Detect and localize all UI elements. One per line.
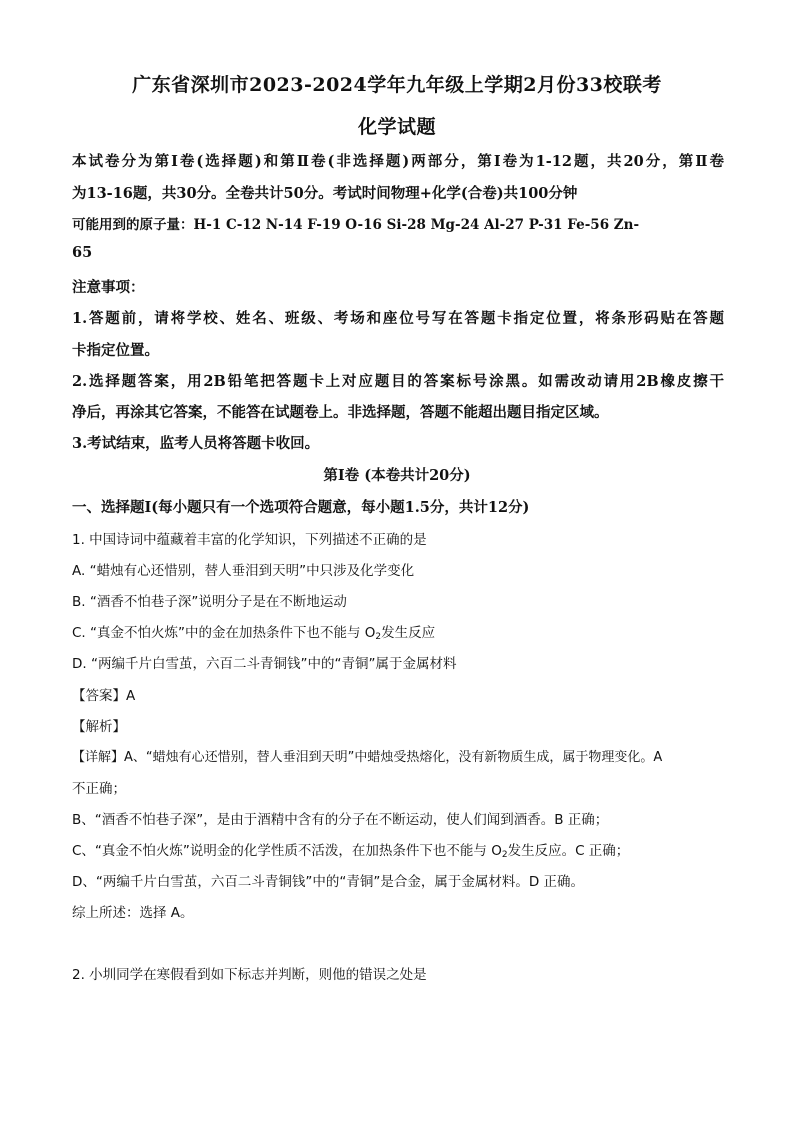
detail-c-text-end: 发生反应。C 正确； [507,843,630,859]
detail-d: D、“两编千片白雪茧，六百二斗青铜钱”中的“青铜”是合金，属于金属材料。D 正确。 [72,874,585,890]
notes-heading: 注意事项： [72,279,145,296]
question-1-stem: 1. 中国诗词中蕴藏着丰富的化学知识，下列描述不正确的是 [72,532,427,548]
detail-line-2: 不正确； [72,781,126,797]
detail-line-1: 【详解】A、“蜡烛有心还惜别，替人垂泪到天明”中蜡烛受热熔化，没有新物质生成，属于物理变化。A [72,750,663,765]
option-c-text: C. “真金不怕火炼”中的金在加热条件下也不能与 O [72,625,376,641]
summary: 综上所述：选择 A。 [72,905,194,921]
question-2-stem: 2. 小圳同学在寒假看到如下标志并判断，则他的错误之处是 [72,967,427,983]
detail-c-text: C、“真金不怕火炼”说明金的化学性质不活泼，在加热条件下也不能与 O [72,843,502,859]
question-1-option-a: A. “蜡烛有心还惜别，替人垂泪到天明”中只涉及化学变化 [72,563,415,579]
note-2-line-1: 2.选择题答案，用2B铅笔把答题卡上对应题目的答案标号涂黑。如需改动请用2B橡皮擦干 [72,373,724,390]
note-1-line-1: 1.答题前，请将学校、姓名、班级、考场和座位号写在答题卡指定位置，将条形码贴在答题 [72,310,724,327]
analysis-label: 【解析】 [72,719,126,735]
detail-b: B、“酒香不怕巷子深”，是由于酒精中含有的分子在不断运动，使人们闻到酒香。B 正确； [72,812,609,828]
exam-title: 广东省深圳市2023-2024学年九年级上学期2月份33校联考 [132,74,662,96]
atomic-mass-line-2: 65 [72,244,93,261]
exam-subtitle: 化学试题 [357,116,436,138]
part-1-heading: 第Ⅰ卷 (本卷共计20分) [323,467,471,484]
intro-line-1: 本试卷分为第Ⅰ卷(选择题)和第Ⅱ卷(非选择题)两部分，第Ⅰ卷为1-12题，共20分，第Ⅱ卷 [72,153,724,170]
option-c-subscript: 2 [375,632,382,642]
atomic-mass-line-1: 可能用到的原子量：H-1 C-12 N-14 F-19 O-16 Si-28 Mg-24 Al-27 P-31 Fe-56 Zn- [72,217,640,233]
answer-label: 【答案】A [72,688,136,704]
intro-line-2: 为13-16题，共30分。全卷共计50分。考试时间物理+化学(合卷)共100分钟 [72,185,578,202]
detail-c-subscript: 2 [501,850,508,860]
question-1-option-d: D. “两编千片白雪茧，六百二斗青铜钱”中的“青铜”属于金属材料 [72,656,457,672]
option-c-text-end: 发生反应 [381,625,436,641]
note-1-line-2: 卡指定位置。 [72,342,159,359]
note-3: 3.考试结束，监考人员将答题卡收回。 [72,435,320,452]
detail-c [72,839,724,860]
section-heading: 一、选择题Ⅰ(每小题只有一个选项符合题意，每小题1.5分，共计12分) [72,499,530,516]
note-2-line-2: 净后，再涂其它答案，不能答在试题卷上。非选择题，答题不能超出题目指定区域。 [72,404,609,421]
question-1-option-b: B. “酒香不怕巷子深”说明分子是在不断地运动 [72,594,347,610]
question-1-option-c [72,621,724,642]
